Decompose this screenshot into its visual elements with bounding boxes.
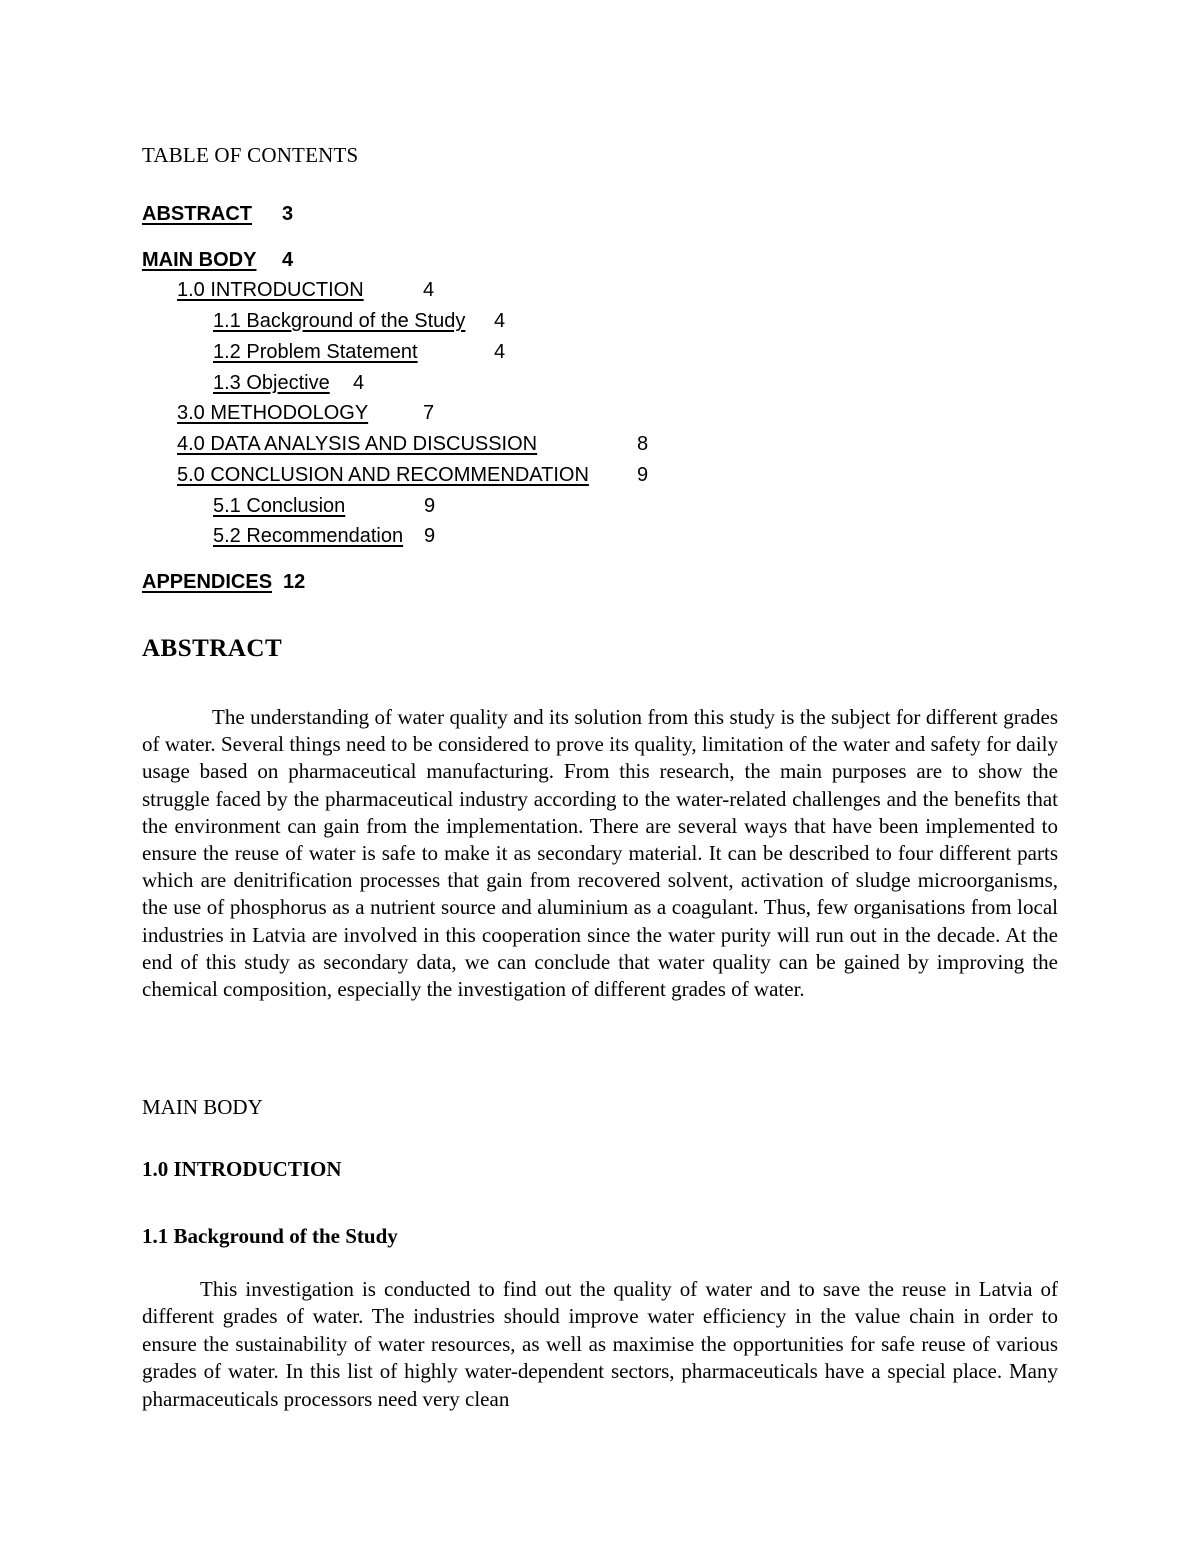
toc-entry-label: MAIN BODY: [142, 249, 257, 271]
toc-entry-label: 1.2 Problem Statement: [213, 341, 418, 363]
toc-link-methodology[interactable]: [177, 402, 435, 425]
toc-entry-label: ABSTRACT: [142, 203, 252, 225]
toc-entry-page: 4: [353, 372, 365, 394]
toc-entry-page: 9: [424, 495, 436, 517]
toc-link-data-analysis[interactable]: [177, 433, 649, 456]
introduction-heading: 1.0 INTRODUCTION: [142, 1157, 342, 1181]
toc-title: TABLE OF CONTENTS: [142, 143, 359, 167]
toc-link-objective[interactable]: [213, 372, 365, 395]
toc-entry-page: 8: [637, 433, 649, 455]
toc-entry-page: 4: [494, 341, 506, 363]
toc-entry-label: 5.1 Conclusion: [213, 495, 346, 517]
toc-entry-page: 4: [494, 310, 506, 332]
toc-entry-page: 4: [282, 249, 294, 271]
background-paragraph: This investigation is conducted to find out the quality of water and to save the reuse in Latvia of different grades of water. The industries should improve water efficiency in the value chain in order to ensure the sustainability of water resources, as well as maximise the opportunities for safe reuse of various grades of water. In this list of highly water-dependent sectors, pharmaceuticals have a special place. Many pharmaceuticals processors need very clean: [142, 1277, 1058, 1411]
toc-link-abstract[interactable]: [142, 203, 294, 226]
toc-link-conclusion[interactable]: [213, 495, 436, 518]
toc-entry-label: 1.3 Objective: [213, 372, 330, 394]
toc-entry-label: 1.0 INTRODUCTION: [177, 279, 364, 301]
toc-entry-page: 9: [637, 464, 649, 486]
toc-link-problem-statement[interactable]: [213, 341, 506, 364]
toc-entry-page: 3: [282, 203, 294, 225]
toc-link-background[interactable]: [213, 310, 506, 333]
toc-link-conclusion-recommendation[interactable]: [177, 464, 649, 487]
background-heading: 1.1 Background of the Study: [142, 1224, 398, 1248]
toc-entry-label: APPENDICES: [142, 571, 273, 593]
toc-entry-label: 1.1 Background of the Study: [213, 310, 466, 332]
toc-link-main-body[interactable]: [142, 249, 294, 272]
toc-entry-label: 5.0 CONCLUSION AND RECOMMENDATION: [177, 464, 589, 486]
abstract-heading: ABSTRACT: [142, 635, 283, 662]
toc-entry-page: 7: [423, 402, 435, 424]
toc-entry-label: 4.0 DATA ANALYSIS AND DISCUSSION: [177, 433, 538, 455]
toc-entry-page: 4: [423, 279, 435, 301]
toc-entry-page: 12: [283, 571, 306, 593]
toc-link-introduction[interactable]: [177, 279, 435, 302]
toc-link-appendices[interactable]: [142, 571, 306, 594]
abstract-paragraph: The understanding of water quality and its solution from this study is the subject for different grades of water. Several things need to be considered to prove its quality, limitation of the water and safety for daily usage based on pharmaceutical manufacturing. From this research, the main purposes are to show the struggle faced by the pharmaceutical industry according to the water-related challenges and the benefits that the environment can gain from the implementation. There are several ways that have been implemented to ensure the reuse of water is safe to make it as secondary material. It can be described to four different parts which are denitrification processes that gain from recovered solvent, activation of sludge microorganisms, the use of phosphorus as a nutrient source and aluminium as a coagulant. Thus, few organisations from local industries in Latvia are involved in this cooperation since the water purity will run out in the decade. At the end of this study as secondary data, we can conclude that water quality can be gained by improving the chemical composition, especially the investigation of different grades of water.: [142, 705, 1058, 1002]
toc-link-recommendation[interactable]: [213, 525, 436, 548]
toc-entry-page: 9: [424, 525, 436, 547]
toc-entry-label: 5.2 Recommendation: [213, 525, 404, 547]
main-body-heading: MAIN BODY: [142, 1095, 263, 1119]
toc-entry-label: 3.0 METHODOLOGY: [177, 402, 369, 424]
